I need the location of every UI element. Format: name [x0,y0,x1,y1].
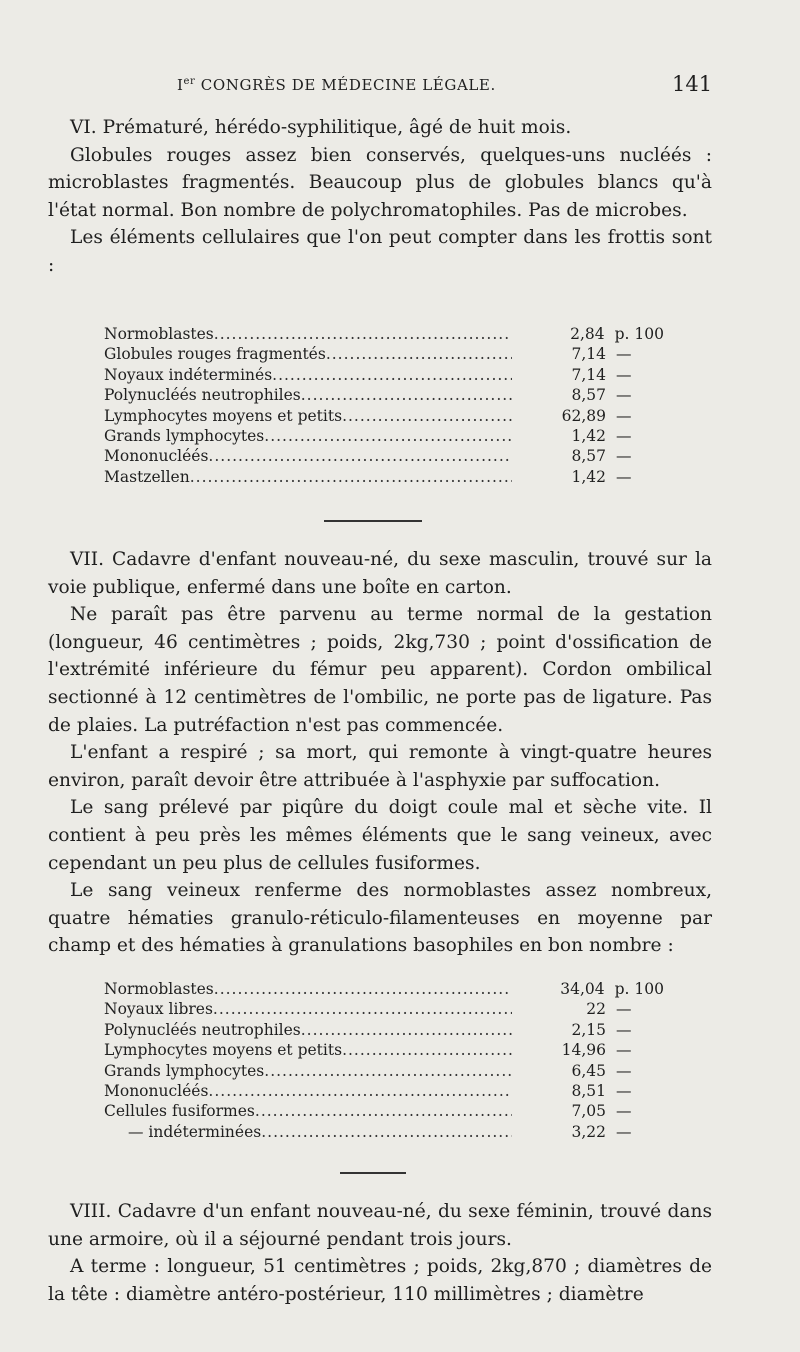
leader-dots [208,1081,512,1101]
leader-dots [301,385,512,405]
leader-dots [326,344,512,364]
row-label: Mononucléés [104,447,209,466]
row-unit: p. 100 [614,980,664,998]
paragraph: L'enfant a respiré ; sa mort, qui remonte à vingt-quatre heures environ, paraît devoir être attribuée à l'asphyxie par suffocation. [48,742,712,791]
section-vi-table [104,324,664,487]
leader-dots [261,1122,512,1142]
row-value: 1,42 [571,467,606,486]
table-row [104,365,664,385]
leader-dots [264,1061,512,1081]
row-label: Noyaux indéterminés [104,365,273,384]
leader-dots [264,426,512,446]
section-divider [340,1172,406,1174]
row-value: 7,05 [571,1102,606,1121]
row-unit: — [616,1082,632,1101]
row-label: Normoblastes [104,980,214,998]
row-value: 34,04 [560,980,605,998]
header-title-prefix: I [177,76,184,94]
table-row [104,979,664,999]
row-value: 8,57 [571,386,606,405]
section-viii-text [48,1198,712,1308]
paragraph: A terme : longueur, 51 centimètres ; poids, 2kg,870 ; diamètres de la tête : diamètre antéro-postérieur, 110 millimètres ; diamètre [48,1256,712,1305]
row-unit: p. 100 [614,325,664,343]
table-row [104,324,664,344]
section-vii-table [104,979,664,1142]
row-unit: — [616,467,632,486]
row-label: Grands lymphocytes [104,1061,265,1080]
row-value: 3,22 [571,1122,606,1141]
row-unit: — [616,447,632,466]
row-unit: — [616,406,632,425]
table-row [104,1101,664,1121]
table-row [104,1040,664,1060]
paragraph: Les éléments cellulaires que l'on peut compter dans les frottis sont : [48,227,712,276]
running-header [0,72,800,106]
table-row [104,1020,664,1040]
row-value: 2,15 [571,1020,606,1039]
leader-dots [272,365,512,385]
table-row [104,1122,664,1142]
row-unit: — [616,1102,632,1121]
row-label: — indéterminées [128,1122,262,1141]
row-value: 7,14 [571,365,606,384]
table-row [104,406,664,426]
row-label: Mastzellen [104,467,190,486]
row-value: 7,14 [571,345,606,364]
leader-dots [214,324,511,344]
row-value: 8,51 [571,1082,606,1101]
row-value: 6,45 [571,1061,606,1080]
leader-dots [214,979,511,999]
table-row [104,467,664,487]
row-value: 22 [586,1000,606,1019]
row-unit: — [616,1041,632,1060]
section-vi-text [48,114,712,280]
row-label: Polynucléés neutrophiles [104,1020,301,1039]
row-label: Lymphocytes moyens et petits [104,406,343,425]
header-title [177,76,496,94]
table-row [104,1081,664,1101]
leader-dots [301,1020,512,1040]
table-row [104,426,664,446]
table-row [104,385,664,405]
row-label: Globules rouges fragmentés [104,345,326,364]
leader-dots [208,446,512,466]
row-label: Cellules fusiformes [104,1102,255,1121]
row-label: Grands lymphocytes [104,427,265,446]
header-title-text: CONGRÈS DE MÉDECINE LÉGALE. [195,76,496,94]
row-unit: — [616,365,632,384]
section-divider [324,520,422,522]
row-value: 8,57 [571,447,606,466]
row-label: Lymphocytes moyens et petits [104,1041,343,1060]
row-value: 1,42 [571,427,606,446]
row-value: 2,84 [570,325,605,343]
row-unit: — [616,1061,632,1080]
page-number: 141 [672,72,713,96]
row-unit: — [616,1000,632,1019]
row-unit: — [616,1020,632,1039]
row-unit: — [616,386,632,405]
leader-dots [213,999,512,1019]
leader-dots [255,1101,512,1121]
paragraph: VIII. Cadavre d'un enfant nouveau-né, du sexe féminin, trouvé dans une armoire, où il a séjourné pendant trois jours. [48,1201,712,1250]
row-unit: — [616,427,632,446]
paragraph: VI. Prématuré, hérédo-syphilitique, âgé de huit mois. [70,117,572,138]
header-title-sup: er [183,76,196,87]
paragraph: Le sang veineux renferme des normoblastes assez nombreux, quatre hématies granulo-réticulo-filamenteuses en moyenne par champ et des hématies à granulations basophiles en bon nombre : [48,880,712,957]
leader-dots [342,406,512,426]
row-label: Normoblastes [104,325,214,343]
table-row [104,999,664,1019]
table-row [104,1061,664,1081]
paragraph: Le sang prélevé par piqûre du doigt coule mal et sèche vite. Il contient à peu près les mêmes éléments que le sang veineux, avec cependant un peu plus de cellules fusiformes. [48,797,712,874]
table-row [104,446,664,466]
paragraph: VII. Cadavre d'enfant nouveau-né, du sexe masculin, trouvé sur la voie publique, enfermé dans une boîte en carton. [48,549,712,598]
paragraph: Globules rouges assez bien conservés, quelques-uns nucléés : microblastes fragmentés. Beaucoup plus de globules blancs qu'à l'état normal. Bon nombre de polychromatophiles. Pas de microbes. [48,144,712,221]
table-row [104,344,664,364]
row-label: Mononucléés [104,1082,209,1101]
row-unit: — [616,345,632,364]
leader-dots [342,1040,512,1060]
section-vii-text [48,546,712,960]
row-label: Polynucléés neutrophiles [104,386,301,405]
row-value: 14,96 [561,1041,606,1060]
paragraph: Ne paraît pas être parvenu au terme normal de la gestation (longueur, 46 centimètres ; poids, 2kg,730 ; point d'ossification de l'extrémité inférieure du fémur peu apparent). Cordon ombilical sectionné à 12 centimètres de l'ombilic, ne porte pas de ligature. Pas de plaies. La putréfaction n'est pas commencée. [48,604,712,736]
leader-dots [190,467,512,487]
row-unit: — [616,1122,632,1141]
row-value: 62,89 [561,406,606,425]
row-label: Noyaux libres [104,1000,213,1019]
